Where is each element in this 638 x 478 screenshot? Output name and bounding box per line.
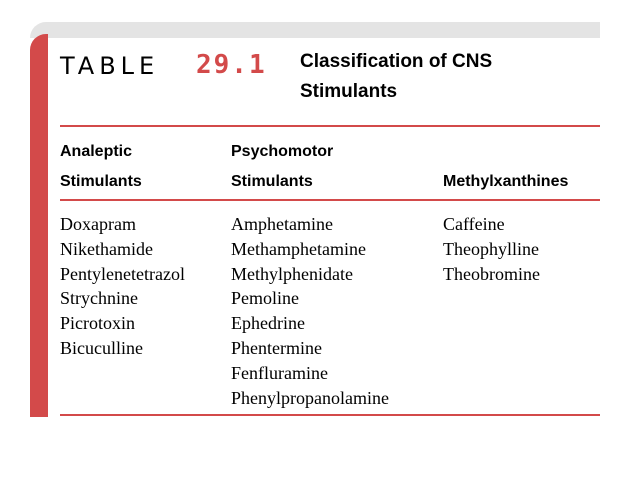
list-item: Theophylline [443,238,539,259]
list-item: Strychnine [60,288,138,309]
table-title: Classification of CNS Stimulants [300,51,493,102]
table-label: TABLE [60,52,160,80]
list-item: Phenylpropanolamine [231,387,389,408]
list-item: Picrotoxin [60,313,135,334]
list-item: Bicuculline [60,337,143,358]
list-item: Phentermine [231,337,322,358]
list-item: Ephedrine [231,313,305,334]
list-item: Nikethamide [60,238,153,259]
list-item: Pemoline [231,288,299,309]
table-number: 29.1 [196,50,267,80]
list-item: Fenfluramine [231,362,328,383]
column-analeptic-list [60,212,185,361]
list-item: Amphetamine [231,214,333,234]
list-item: Methamphetamine [231,238,366,259]
list-item: Methylphenidate [231,263,353,284]
list-item: Doxapram [60,214,136,234]
left-accent-bar [30,34,48,417]
column-heading-methylxanthines: Methylxanthines [443,173,569,190]
column-heading-analeptic: Analeptic Stimulants [60,143,142,190]
list-item: Pentylenetetrazol [60,263,185,284]
column-psychomotor-list [231,212,389,410]
column-heading-psychomotor: Psychomotor Stimulants [231,143,334,190]
header-bottom-rule [60,199,600,201]
list-item: Caffeine [443,214,505,234]
table-bottom-rule [60,414,600,416]
column-methylxanthines-list [443,212,540,286]
top-band-decoration [30,22,600,38]
list-item: Theobromine [443,263,540,284]
header-top-rule [60,125,600,127]
